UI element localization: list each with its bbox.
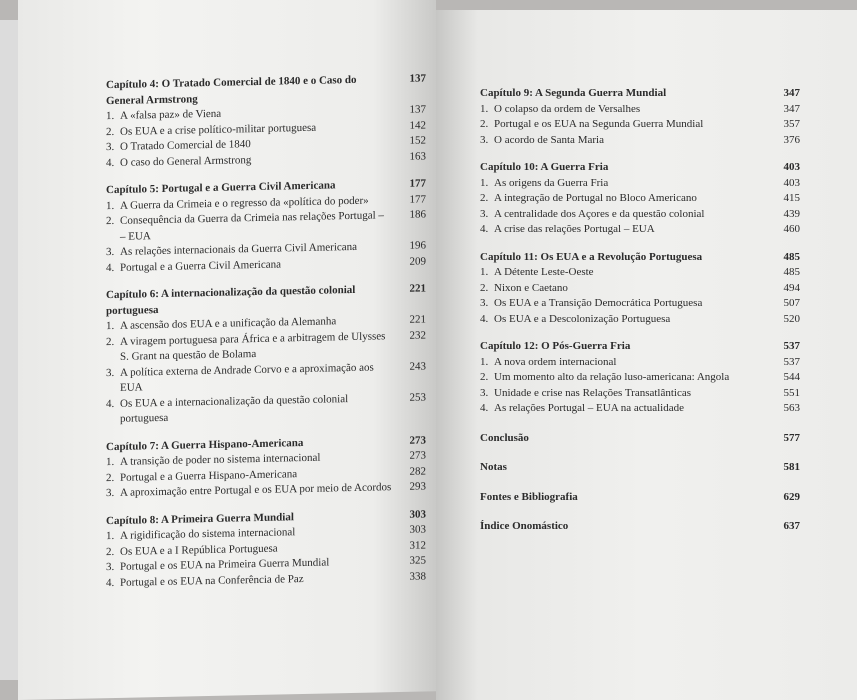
back-matter-title: Conclusão	[480, 431, 529, 444]
toc-entry	[480, 133, 800, 149]
entry-text-wrap	[480, 176, 608, 192]
entry-text-wrap	[106, 257, 281, 276]
chapter-section	[480, 160, 800, 238]
chapter-section	[480, 250, 800, 328]
entry-number: 2.	[480, 281, 489, 294]
entry-number: 2.	[106, 545, 115, 558]
entry-page: 186	[409, 208, 426, 221]
entry-number: 2.	[106, 214, 115, 228]
chapter-page: 137	[409, 72, 426, 85]
entry-number: 1.	[480, 176, 489, 189]
entry-text-wrap	[480, 355, 617, 371]
entry-title: A integração de Portugal no Bloco Americano	[494, 192, 697, 204]
entry-page: 152	[409, 134, 426, 147]
entry-number: 3.	[480, 133, 489, 146]
toc-entry	[480, 265, 800, 281]
entry-title: Os EUA e a I República Portuguesa	[120, 542, 278, 558]
entry-text-wrap	[480, 191, 697, 207]
entry-title: Os EUA e a Descolonização Portuguesa	[494, 312, 671, 325]
back-matter-page: 629	[783, 490, 800, 503]
entry-text-wrap	[480, 265, 594, 281]
entry-text-wrap	[480, 102, 640, 118]
entry-page: 232	[409, 328, 426, 342]
entry-title: As relações Portugal – EUA na actualidade	[494, 402, 684, 414]
entry-title: Unidade e crise nas Relações Transatlânticas	[494, 386, 692, 399]
entry-title: A «falsa paz» de Viena	[120, 107, 222, 122]
entry-text-wrap	[480, 312, 670, 328]
entry-title: A Détente Leste-Oeste	[494, 266, 594, 278]
right-page	[436, 10, 857, 700]
entry-number: 2.	[480, 371, 489, 383]
toc-entry	[480, 117, 800, 133]
entry-page: 460	[783, 223, 800, 235]
entry-page: 196	[409, 239, 426, 252]
chapter-heading	[480, 250, 800, 266]
back-matter-page: 577	[783, 431, 800, 444]
entry-number: 4.	[480, 223, 489, 235]
chapters-right	[480, 86, 800, 417]
entry-page: 520	[783, 312, 800, 325]
entry-text-wrap	[480, 370, 729, 386]
entry-page: 485	[783, 266, 800, 278]
chapter-title: Capítulo 7: A Guerra Hispano-Americana	[106, 436, 304, 453]
entry-title: A viragem portuguesa para África e a arbitragem de Ulysses S. Grant na questão de Bolama	[120, 329, 386, 363]
entry-number: 3.	[106, 140, 115, 154]
entry-number: 2.	[106, 125, 115, 138]
chapter-page: 221	[409, 282, 426, 295]
entry-page: 325	[409, 554, 426, 567]
entry-title: O acordo de Santa Maria	[494, 133, 604, 146]
entry-title: A nova ordem internacional	[494, 355, 617, 368]
entry-title: A crise das relações Portugal – EUA	[494, 223, 655, 235]
chapter-title: Capítulo 10: A Guerra Fria	[480, 161, 609, 173]
chapter-section	[106, 507, 426, 591]
entry-title: Portugal e os EUA na Primeira Guerra Mundial	[120, 556, 330, 573]
entry-number: 3.	[480, 297, 489, 309]
entry-page: 439	[783, 207, 800, 220]
chapter-page: 403	[783, 161, 800, 173]
entry-title: Um momento alto da relação luso-americana: Angola	[494, 371, 730, 383]
entry-page: 243	[409, 359, 426, 373]
entry-title: A política externa de Andrade Corvo e a aproximação aos EUA	[120, 361, 374, 394]
chapter-title: Capítulo 9: A Segunda Guerra Mundial	[480, 87, 667, 99]
chapter-page: 485	[783, 250, 800, 263]
entry-text-wrap	[480, 207, 704, 223]
entry-title: Portugal e a Guerra Hispano-Americana	[120, 467, 298, 484]
entry-page: 221	[409, 313, 426, 326]
entry-text-wrap	[480, 386, 691, 402]
entry-number: 3.	[106, 245, 115, 259]
entry-text-wrap	[480, 401, 684, 417]
toc-entry	[480, 312, 800, 328]
entry-number: 2.	[106, 335, 115, 348]
chapter-page: 347	[783, 87, 800, 99]
entry-page: 177	[409, 192, 426, 206]
entry-number: 3.	[480, 207, 489, 220]
entry-text-wrap	[480, 133, 604, 149]
entry-title: O caso do General Armstrong	[120, 153, 252, 169]
back-matter-entry	[480, 431, 800, 447]
entry-text-wrap	[106, 153, 251, 172]
entry-title: O Tratado Comercial de 1840	[120, 138, 251, 153]
chapter-section	[480, 339, 800, 417]
entry-page: 357	[783, 118, 800, 130]
entry-page: 376	[783, 133, 800, 146]
entry-number: 3.	[106, 366, 115, 379]
entry-title: Portugal e a Guerra Civil Americana	[120, 257, 281, 274]
toc-right	[480, 86, 800, 549]
chapter-heading	[480, 160, 800, 176]
back-matter-page: 581	[783, 461, 800, 473]
entry-title: As origens da Guerra Fria	[494, 176, 609, 189]
entry-title: Os EUA e a Transição Democrática Portuguesa	[494, 297, 703, 309]
entry-number: 4.	[106, 397, 115, 410]
toc-entry	[480, 296, 800, 312]
chapter-title: Capítulo 12: O Pós-Guerra Fria	[480, 340, 631, 352]
chapter-page: 273	[409, 433, 426, 447]
entry-title: As relações internacionais da Guerra Civil Americana	[120, 240, 358, 258]
entry-title: O colapso da ordem de Versalhes	[494, 102, 641, 115]
entry-page: 544	[783, 371, 800, 383]
entry-title: A rigidificação do sistema internacional	[120, 526, 296, 542]
entry-text-wrap	[480, 222, 655, 238]
entry-number: 4.	[480, 312, 489, 325]
entry-page: 403	[783, 176, 800, 189]
toc-entry	[480, 370, 800, 386]
entry-page: 253	[409, 390, 426, 404]
entry-number: 1.	[106, 109, 115, 123]
entry-number: 3.	[480, 386, 489, 399]
chapter-title: Capítulo 11: Os EUA e a Revolução Portuguesa	[480, 250, 703, 263]
entry-page: 273	[409, 449, 426, 462]
entry-page: 209	[409, 254, 426, 268]
entry-text-wrap	[480, 117, 703, 133]
entry-page: 551	[783, 386, 800, 399]
entry-page: 293	[409, 480, 426, 493]
chapter-section	[480, 86, 800, 148]
chapter-heading	[480, 339, 800, 355]
entry-page: 507	[783, 297, 800, 309]
entry-text-wrap	[480, 281, 568, 297]
toc-entry	[480, 355, 800, 371]
entry-title: A aproximação entre Portugal e os EUA por meio de Acordos	[120, 481, 392, 499]
entry-title: Portugal e os EUA na Conferência de Paz	[120, 572, 304, 589]
entry-number: 3.	[106, 486, 115, 500]
toc-entry	[480, 281, 800, 297]
entry-number: 4.	[106, 261, 115, 274]
entry-number: 2.	[106, 471, 115, 484]
chapter-title: Capítulo 4: O Tratado Comercial de 1840 e o Caso do General Armstrong	[106, 73, 357, 107]
entry-number: 3.	[106, 560, 115, 574]
back-matter-entry	[480, 519, 800, 535]
toc-entry	[480, 401, 800, 417]
back-matter	[480, 431, 800, 535]
entry-page: 303	[409, 523, 426, 536]
entry-title: Portugal e os EUA na Segunda Guerra Mundial	[494, 118, 704, 130]
back-matter-entry	[480, 460, 800, 476]
toc-entry	[480, 191, 800, 207]
chapter-title: Capítulo 8: A Primeira Guerra Mundial	[106, 510, 294, 527]
entry-number: 2.	[480, 192, 489, 204]
toc-entry	[480, 102, 800, 118]
back-matter-title: Notas	[480, 461, 507, 473]
chapter-title: Capítulo 6: A internacionalização da questão colonial portuguesa	[106, 283, 356, 317]
entry-page: 347	[783, 102, 800, 115]
entry-number: 4.	[106, 576, 115, 589]
back-matter-entry	[480, 490, 800, 506]
entry-title: A transição de poder no sistema internacional	[120, 451, 321, 468]
toc-entry	[480, 222, 800, 238]
chapter-section	[106, 281, 426, 427]
chapter-heading	[480, 86, 800, 102]
entry-title: Os EUA e a internacionalização da questão colonial portuguesa	[120, 392, 349, 425]
entry-page: 537	[783, 355, 800, 368]
back-matter-page: 637	[783, 520, 800, 532]
entry-page: 163	[409, 149, 426, 163]
back-matter-title: Fontes e Bibliografia	[480, 490, 578, 503]
entry-page: 142	[409, 118, 426, 132]
chapter-page: 303	[409, 507, 426, 521]
entry-number: 1.	[106, 529, 115, 543]
entry-page: 563	[783, 402, 800, 414]
entry-number: 4.	[480, 402, 489, 414]
chapter-page: 177	[409, 177, 426, 190]
entry-title: Nixon e Caetano	[494, 281, 568, 294]
entry-title: A Guerra da Crimeia e o regresso da «política do poder»	[120, 194, 369, 212]
chapter-title: Capítulo 5: Portugal e a Guerra Civil Americana	[106, 179, 336, 197]
entry-page: 137	[409, 103, 426, 116]
entry-page: 312	[409, 538, 426, 552]
chapter-section	[106, 176, 426, 276]
entry-page: 494	[783, 281, 800, 294]
chapter-section	[106, 433, 426, 502]
toc-left	[106, 71, 426, 603]
entry-text-wrap	[106, 391, 392, 428]
toc-entry	[480, 207, 800, 223]
entry-number: 1.	[480, 266, 489, 278]
entry-number: 4.	[106, 156, 115, 169]
left-page	[18, 0, 436, 700]
toc-entry	[480, 386, 800, 402]
entry-number: 1.	[480, 102, 489, 115]
entry-number: 2.	[480, 118, 489, 130]
entry-number: 1.	[106, 199, 115, 212]
entry-page: 338	[409, 569, 426, 583]
toc-entry	[480, 176, 800, 192]
chapter-section	[106, 71, 426, 171]
entry-title: Consequência da Guerra da Crimeia nas relações Portugal – – EUA	[120, 209, 384, 243]
entry-title: Os EUA e a crise político-militar portuguesa	[120, 121, 317, 138]
entry-page: 282	[409, 464, 426, 478]
back-matter-title: Índice Onomástico	[480, 520, 569, 532]
entry-title: A centralidade dos Açores e da questão colonial	[494, 207, 705, 220]
entry-number: 1.	[106, 455, 115, 469]
entry-text-wrap	[106, 572, 304, 592]
entry-title: A ascensão dos EUA e a unificação da Alemanha	[120, 315, 337, 332]
entry-page: 415	[783, 192, 800, 204]
toc-entry	[106, 390, 426, 428]
chapter-page: 537	[783, 340, 800, 352]
entry-text-wrap	[480, 296, 702, 312]
entry-number: 1.	[106, 319, 115, 333]
entry-number: 1.	[480, 355, 489, 368]
